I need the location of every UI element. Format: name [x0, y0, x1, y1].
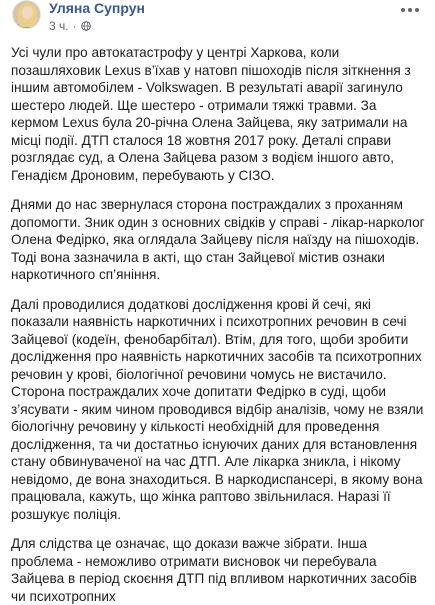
more-options-icon[interactable]	[401, 6, 419, 14]
post-paragraph-2: Днями до нас звернулася сторона постраждалих з проханням допомогти. Зник один з основних свідків у справі - лікар-нарколог Олена Федірко, яка оглядала Зайцеву після наїзду на пішоходів. Тоді вона зазначила в акті, що стан Зайцевої містив ознаки наркотичного сп’яніння.	[11, 197, 425, 282]
post-paragraph-4: Для слідства це означає, що докази важче зібрати. Інша проблема - неможливо отримати висновок чи перебувала Зайцева в період скоєння ДТП під впливом наркотичних засобів чи психотропних	[11, 536, 417, 604]
post-time[interactable]: 3 ч.	[49, 19, 69, 33]
globe-icon[interactable]	[81, 21, 91, 31]
post-header	[11, 0, 425, 44]
avatar[interactable]	[12, 0, 41, 29]
post-paragraph-1: Усі чули про автокатастрофу у центрі Харкова, коли позашляховик Lexus в’їхав у натовп пішоходів після зіткнення з іншим автомобілем - Volkswagen. В результаті аварії загинуло шестеро людей. Ще шестеро - отримали тяжкі травми. За кермом Lexus була 20-річна Олена Зайцева, яку затримали на місці події. ДТП сталося 18 жовтня 2017 року. Деталі справи розглядає суд, а Олена Зайцева разом з водієм іншого авто, Генадієм Дроновим, перебувають у СІЗО.	[11, 45, 411, 183]
author-name[interactable]: Уляна Супрун	[49, 0, 145, 16]
post-content	[11, 44, 425, 605]
post-paragraph-3: Далі проводилися додаткові дослідження крові й сечі, які показали наявність наркотичних і психотропних речовин в сечі Зайцевої (кодеїн, фенобарбітал). Втім, для того, щоби зробити дослідження про наявність наркотичних засобів та психотропних речовин у крові, біологічної речовини чомусь не вистачило. Сторона постраждалих хоче допитати Федірко в суді, щоби з’ясувати - яким чином проводився відбір аналізів, чому не взяли біологічну речовину у кількості необхідній для проведення дослідження, та чи достатньо існуючих даних для встановлення стану обвинуваченої на час ДТП. Але лікарка зникла, і нікому невідомо, де вона знаходиться. В наркодиспансері, в якому вона працювала, кажуть, що жінка раптово звільнилася. Наразі її розшукує поліція.	[11, 296, 424, 522]
meta-separator: ·	[72, 19, 77, 33]
post-meta	[49, 19, 91, 33]
